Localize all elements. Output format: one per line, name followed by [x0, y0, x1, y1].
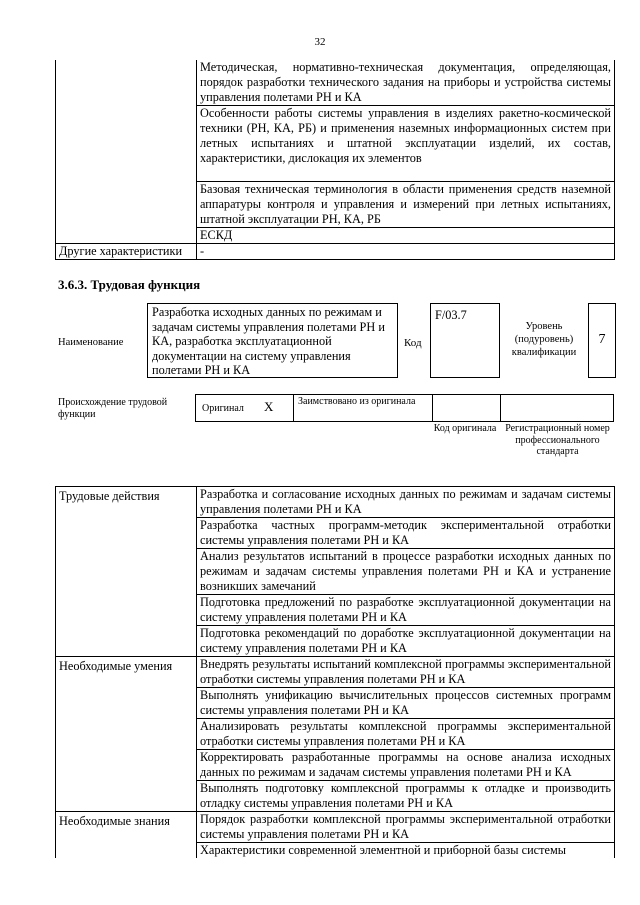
- name-label: Наименование: [58, 337, 124, 348]
- top-row-2: Особенности работы системы управления в изделиях ракетно-космической техники (РН, КА, РБ) и применения наземных информационных систем при летных испытаниях и штатной эксплуатации изделий, их состав, характеристики, дислокация их элементов: [197, 106, 615, 182]
- page-number: 32: [314, 36, 326, 48]
- origin-label: Происхождение трудовой функции: [58, 397, 168, 420]
- labor-action-4: Подготовка предложений по разработке эксплуатационной документации на систему управления полетами РН и КА: [197, 595, 615, 626]
- function-code-box: F/03.7: [430, 303, 500, 378]
- code-label: Код: [404, 337, 422, 349]
- skill-2: Выполнять унификацию вычислительных процессов системных программ системы управления полетами РН и КА: [197, 688, 615, 719]
- skill-5: Выполнять подготовку комплексной программы к отладке и производить отладку системы управления полетами РН и КА: [197, 781, 615, 812]
- borrowed-label: Заимствовано из оригинала: [298, 396, 416, 407]
- labor-action-5: Подготовка рекомендаций по доработке эксплуатационной документации на систему управления полетами РН и КА: [197, 626, 615, 657]
- qualification-level-box: 7: [588, 303, 616, 378]
- labor-actions-label: Трудовые действия: [56, 487, 197, 518]
- top-row-4: ЕСКД: [197, 228, 615, 244]
- registration-caption: Регистрационный номер профессионального стандарта: [505, 423, 610, 457]
- skill-3: Анализировать результаты комплексной программы экспериментальной отработки системы управления полетами РН и КА: [197, 719, 615, 750]
- knowledge-label: Необходимые знания: [56, 812, 197, 843]
- other-characteristics-label: Другие характеристики: [56, 244, 197, 260]
- section-title: 3.6.3. Трудовая функция: [58, 277, 201, 292]
- other-characteristics-value: -: [197, 244, 615, 260]
- skills-label: Необходимые умения: [56, 657, 197, 688]
- top-row-3: Базовая техническая терминология в области применения средств наземной аппаратуры контроля и управления и измерений при летных испытаниях, штатной эксплуатации РН, КА, РБ: [197, 182, 615, 228]
- knowledge-2: Характеристики современной элементной и приборной базы системы: [197, 843, 615, 859]
- skill-1: Внедрять результаты испытаний комплексной программы экспериментальной отработки системы управления полетами РН и КА: [197, 657, 615, 688]
- function-table: [55, 486, 615, 858]
- labor-action-2: Разработка частных программ-методик экспериментальной отработки системы управления полетами РН и КА: [197, 518, 615, 549]
- top-knowledge-table: [55, 60, 615, 260]
- code-origin-caption: Код оригинала: [433, 423, 497, 434]
- labor-action-3: Анализ результатов испытаний в процессе разработки исходных данных по режимам и задачам системы управления полетами РН и КА и устранение возникших замечаний: [197, 549, 615, 595]
- labor-action-1: Разработка и согласование исходных данных по режимам и задачам системы управления полетами РН и КА: [197, 487, 615, 518]
- top-row-1: Методическая, нормативно-техническая документация, определяющая, порядок разработки технического задания на приборы и устройства системы управления полетами РН и КА: [197, 60, 615, 106]
- original-label: Оригинал: [202, 403, 244, 414]
- function-name-box: Разработка исходных данных по режимам и задачам системы управления полетами РН и КА, разработка эксплуатационной документации на систему управления полетами РН и КА: [147, 303, 398, 378]
- knowledge-1: Порядок разработки комплексной программы экспериментальной отработки системы управления полетами РН и КА: [197, 812, 615, 843]
- original-mark: X: [264, 399, 274, 414]
- skill-4: Корректировать разработанные программы на основе анализа исходных данных по режимам и задачам системы управления полетами РН и КА: [197, 750, 615, 781]
- level-label: Уровень (подуровень) квалификации: [511, 321, 577, 358]
